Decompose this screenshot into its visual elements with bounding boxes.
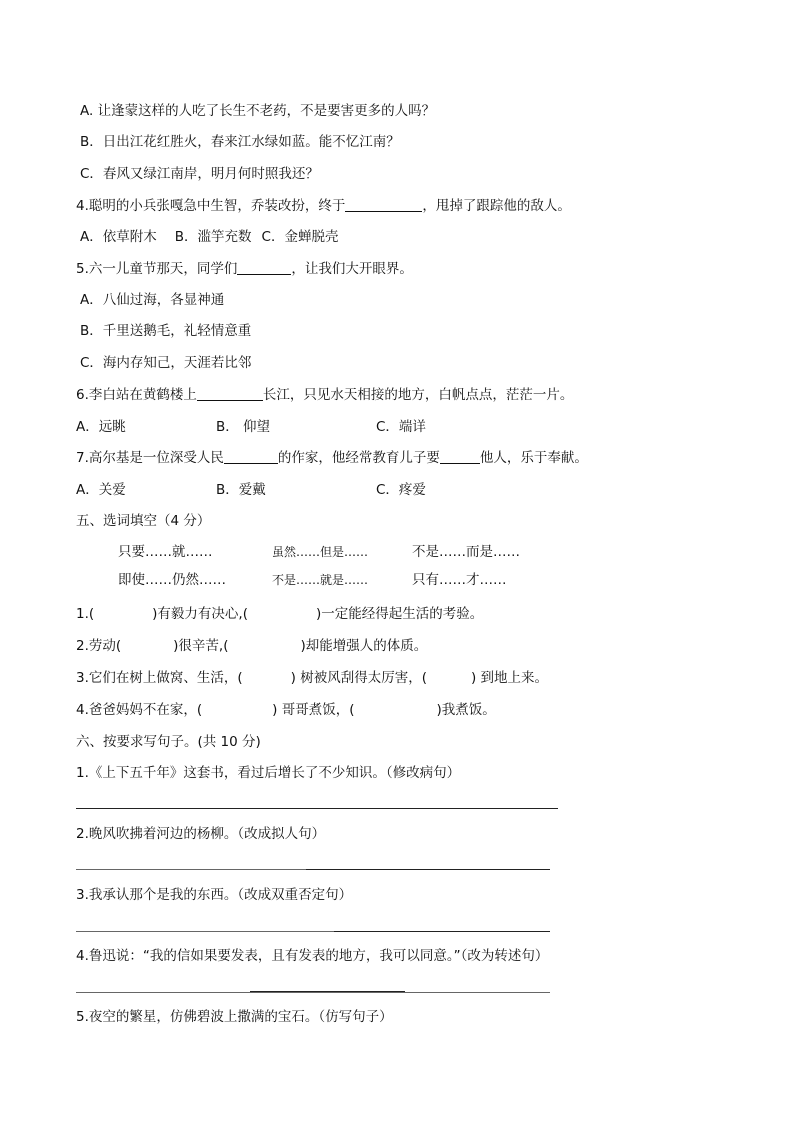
q4-stem <box>76 197 571 215</box>
fill-sentence-3 <box>76 669 548 687</box>
fill-sentence-2 <box>76 637 427 655</box>
q6-stem-before: 6.李白站在黄鹤楼上 <box>76 387 197 403</box>
answer-line-3a <box>76 931 334 932</box>
q5-stem-after: ，让我们大开眼界。 <box>291 261 413 277</box>
fill-sentence-3-part-c: ) 到地上来。 <box>470 670 549 686</box>
q5-option-b: B．千里送鹅毛，礼轻情意重 <box>80 323 252 339</box>
answer-line-1 <box>76 808 558 809</box>
fill-sentence-1 <box>76 605 483 623</box>
answer-line-4a <box>76 992 550 993</box>
q7-stem-before: 7.高尔基是一位深受人民 <box>76 450 224 466</box>
rewrite-question-2: 2.晚风吹拂着河边的杨柳。（改成拟人句） <box>76 826 326 842</box>
fill-sentence-2-part-b: )很辛苦,( <box>173 638 229 654</box>
q6-stem-after: 长江，只见水天相接的地方，白帆点点，茫茫一片。 <box>262 387 574 403</box>
answer-line-2b <box>306 869 550 870</box>
q4-option-a: A．依草附木 <box>80 229 157 245</box>
q6-stem <box>76 386 573 404</box>
fill-sentence-3-part-b: ) 树被风刮得太厉害，( <box>290 670 427 686</box>
q4-stem-before: 4.聪明的小兵张嘎急中生智，乔装改扮，终于 <box>76 198 346 214</box>
q4-options <box>80 228 338 246</box>
q5-option-a: A．八仙过海，各显神通 <box>80 292 225 308</box>
rewrite-question-1: 1.《上下五千年》这套书，看过后增长了不少知识。（修改病句） <box>76 765 461 781</box>
section5-title: 五、选词填空（4 分） <box>76 513 211 529</box>
fill-sentence-3-part-a: 3.它们在树上做窝、生活，( <box>76 670 243 686</box>
q7-option-b: B．爱戴 <box>216 482 266 498</box>
answer-line-2a <box>76 869 306 870</box>
answer-line-4b <box>250 991 405 992</box>
fill-sentence-1-part-b: )有毅力有决心,( <box>152 606 248 622</box>
word-choice-5: 不是……就是…… <box>272 573 369 587</box>
q4-option-c: C．金蝉脱壳 <box>261 229 339 245</box>
fill-sentence-2-part-c: )却能增强人的体质。 <box>300 638 428 654</box>
q6-blank <box>197 386 263 401</box>
rewrite-question-3: 3.我承认那个是我的东西。（改成双重否定句） <box>76 887 353 903</box>
q7-blank-1 <box>224 449 278 464</box>
q4-option-b: B．滥竽充数 <box>174 229 252 245</box>
q6-option-a: A．远眺 <box>76 419 126 435</box>
q3-option-a: A. 让逢蒙这样的人吃了长生不老药，不是要害更多的人吗？ <box>80 103 436 119</box>
rewrite-question-4: 4.鲁迅说：“我的信如果要发表，且有发表的地方，我可以同意。”（改为转述句） <box>76 948 549 964</box>
q4-stem-after: ，甩掉了跟踪他的敌人。 <box>422 198 571 214</box>
rewrite-question-5: 5.夜空的繁星，仿佛碧波上撒满的宝石。（仿写句子） <box>76 1009 393 1025</box>
word-choice-4: 即使……仍然…… <box>118 572 226 588</box>
word-choice-3: 不是……而是…… <box>412 544 520 560</box>
q6-option-b: B． 仰望 <box>216 419 271 435</box>
fill-sentence-1-part-a: 1.( <box>76 606 95 622</box>
q4-blank <box>345 197 422 212</box>
q5-stem <box>76 260 413 278</box>
section6-title: 六、按要求写句子。(共 10 分) <box>76 734 261 750</box>
q5-blank <box>237 260 291 275</box>
q7-stem-after: 他人，乐于奉献。 <box>479 450 588 466</box>
word-choice-1: 只要……就…… <box>118 544 213 560</box>
answer-line-3b <box>334 931 550 932</box>
q7-option-c: C．疼爱 <box>376 482 426 498</box>
q3-option-c: C．春风又绿江南岸，明月何时照我还？ <box>80 166 319 182</box>
q7-option-a: A．关爱 <box>76 482 126 498</box>
q3-option-b: B．日出江花红胜火，春来江水绿如蓝。能不忆江南？ <box>80 134 400 150</box>
q7-stem <box>76 449 588 467</box>
fill-sentence-4-part-c: )我煮饭。 <box>436 702 496 718</box>
q5-option-c: C．海内存知己，天涯若比邻 <box>80 355 252 371</box>
q6-option-c: C．端详 <box>376 419 426 435</box>
fill-sentence-2-part-a: 2.劳动( <box>76 638 122 654</box>
q7-stem-middle: 的作家，他经常教育儿子要 <box>277 450 440 466</box>
fill-sentence-1-part-c: )一定能经得起生活的考验。 <box>315 606 484 622</box>
fill-sentence-4-part-b: ) 哥哥煮饭，( <box>272 702 355 718</box>
fill-sentence-4 <box>76 701 496 719</box>
q7-blank-2 <box>440 449 480 464</box>
q5-stem-before: 5.六一儿童节那天，同学们 <box>76 261 238 277</box>
word-choice-6: 只有……才…… <box>412 572 507 588</box>
word-choice-2: 虽然……但是…… <box>272 545 369 559</box>
fill-sentence-4-part-a: 4.爸爸妈妈不在家，( <box>76 702 203 718</box>
